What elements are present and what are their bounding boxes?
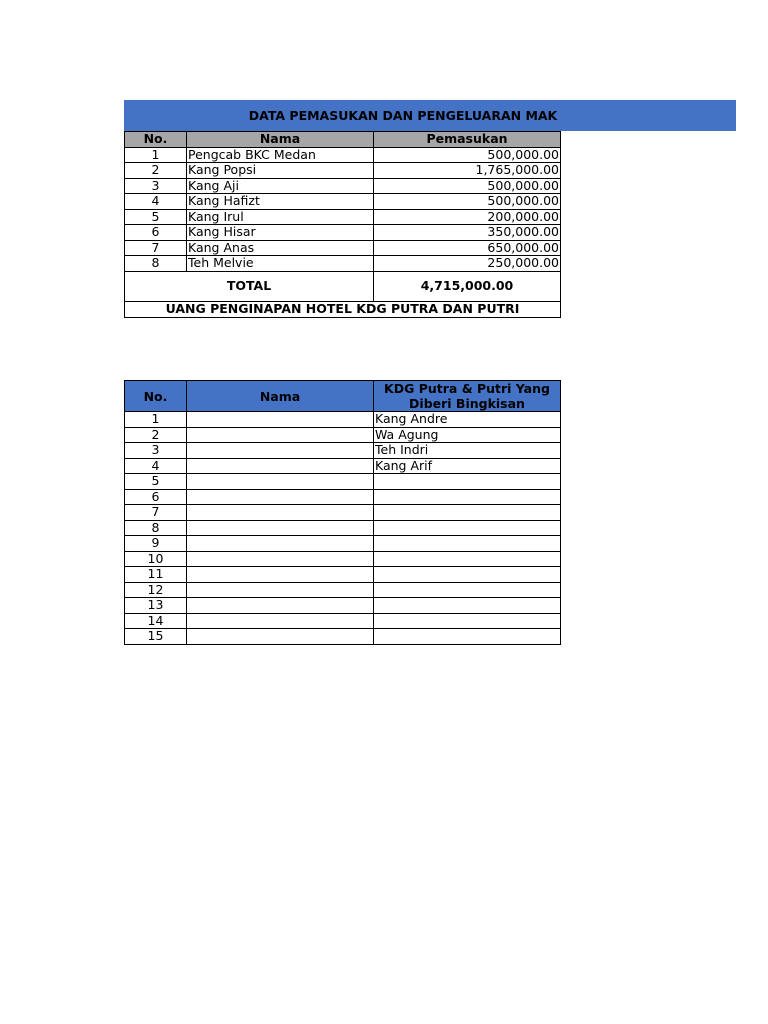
table-row [125, 598, 561, 614]
recipient-cell[interactable] [374, 536, 561, 552]
name-cell[interactable] [187, 520, 374, 536]
name-cell[interactable]: Kang Aji [187, 178, 374, 194]
row-number-cell[interactable]: 13 [125, 598, 187, 614]
name-cell[interactable] [187, 474, 374, 490]
gift-col-header-recipient: KDG Putra & Putri Yang Diberi Bingkisan [374, 381, 561, 412]
table-row [125, 163, 561, 179]
name-cell[interactable] [187, 582, 374, 598]
income-rows [125, 147, 561, 271]
row-number-cell[interactable]: 8 [125, 520, 187, 536]
recipient-cell[interactable] [374, 582, 561, 598]
row-number-cell[interactable]: 7 [125, 240, 187, 256]
income-cell[interactable]: 500,000.00 [374, 178, 561, 194]
name-cell[interactable] [187, 443, 374, 459]
recipient-cell[interactable] [374, 567, 561, 583]
name-cell[interactable] [187, 505, 374, 521]
row-number-cell[interactable]: 2 [125, 427, 187, 443]
name-cell[interactable]: Kang Popsi [187, 163, 374, 179]
row-number-cell[interactable]: 4 [125, 194, 187, 210]
income-cell[interactable]: 500,000.00 [374, 194, 561, 210]
row-number-cell[interactable]: 5 [125, 474, 187, 490]
recipient-cell[interactable] [374, 489, 561, 505]
recipient-cell[interactable] [374, 598, 561, 614]
income-cell[interactable]: 350,000.00 [374, 225, 561, 241]
gift-rows [125, 412, 561, 645]
table-row [125, 474, 561, 490]
row-number-cell[interactable]: 2 [125, 163, 187, 179]
row-number-cell[interactable]: 3 [125, 443, 187, 459]
row-number-cell[interactable]: 14 [125, 613, 187, 629]
table-row [125, 567, 561, 583]
table-row [125, 489, 561, 505]
recipient-cell[interactable]: Teh Indri [374, 443, 561, 459]
name-cell[interactable] [187, 613, 374, 629]
name-cell[interactable]: Kang Irul [187, 209, 374, 225]
total-label[interactable]: TOTAL [125, 271, 374, 301]
name-cell[interactable]: Kang Hafizt [187, 194, 374, 210]
recipient-cell[interactable] [374, 629, 561, 645]
row-number-cell[interactable]: 1 [125, 412, 187, 428]
name-cell[interactable] [187, 427, 374, 443]
table-row [125, 629, 561, 645]
name-cell[interactable]: Pengcab BKC Medan [187, 147, 374, 163]
row-number-cell[interactable]: 8 [125, 256, 187, 272]
recipient-cell[interactable] [374, 613, 561, 629]
recipient-cell[interactable] [374, 505, 561, 521]
row-number-cell[interactable]: 3 [125, 178, 187, 194]
recipient-cell[interactable]: Wa Agung [374, 427, 561, 443]
table-row [125, 240, 561, 256]
table-row [125, 225, 561, 241]
gift-col-header-name: Nama [187, 381, 374, 412]
table-row [125, 209, 561, 225]
table-row [125, 458, 561, 474]
recipient-cell[interactable] [374, 520, 561, 536]
recipient-cell[interactable] [374, 474, 561, 490]
table-row [125, 582, 561, 598]
row-number-cell[interactable]: 15 [125, 629, 187, 645]
income-cell[interactable]: 500,000.00 [374, 147, 561, 163]
table-row [125, 536, 561, 552]
table-row [125, 256, 561, 272]
footer-row [125, 301, 561, 317]
row-number-cell[interactable]: 11 [125, 567, 187, 583]
col-header-income: Pemasukan [374, 132, 561, 148]
name-cell[interactable]: Kang Anas [187, 240, 374, 256]
table-row [125, 427, 561, 443]
income-cell[interactable]: 650,000.00 [374, 240, 561, 256]
gift-header-row [125, 381, 561, 412]
table-row [125, 520, 561, 536]
table-row [125, 412, 561, 428]
name-cell[interactable] [187, 567, 374, 583]
table-row [125, 178, 561, 194]
total-row [125, 271, 561, 301]
row-number-cell[interactable]: 12 [125, 582, 187, 598]
row-number-cell[interactable]: 4 [125, 458, 187, 474]
table-row [125, 505, 561, 521]
row-number-cell[interactable]: 6 [125, 225, 187, 241]
page-title: DATA PEMASUKAN DAN PENGELUARAN MAK [248, 108, 558, 123]
col-header-name: Nama [187, 132, 374, 148]
row-number-cell[interactable]: 9 [125, 536, 187, 552]
table-row [125, 443, 561, 459]
income-cell[interactable]: 250,000.00 [374, 256, 561, 272]
table-row [125, 194, 561, 210]
name-cell[interactable]: Kang Hisar [187, 225, 374, 241]
row-number-cell[interactable]: 6 [125, 489, 187, 505]
income-header-row [125, 132, 561, 148]
income-table [124, 131, 561, 318]
name-cell[interactable] [187, 412, 374, 428]
row-number-cell[interactable]: 7 [125, 505, 187, 521]
name-cell[interactable] [187, 489, 374, 505]
table-row [125, 147, 561, 163]
name-cell[interactable] [187, 458, 374, 474]
income-cell[interactable]: 200,000.00 [374, 209, 561, 225]
recipient-cell[interactable] [374, 551, 561, 567]
row-number-cell[interactable]: 5 [125, 209, 187, 225]
row-number-cell[interactable]: 10 [125, 551, 187, 567]
name-cell[interactable] [187, 598, 374, 614]
name-cell[interactable] [187, 551, 374, 567]
row-number-cell[interactable]: 1 [125, 147, 187, 163]
name-cell[interactable] [187, 629, 374, 645]
col-header-no: No. [125, 132, 187, 148]
table-row [125, 551, 561, 567]
gift-table [124, 380, 561, 645]
name-cell[interactable]: Teh Melvie [187, 256, 374, 272]
name-cell[interactable] [187, 536, 374, 552]
gift-col-header-no: No. [125, 381, 187, 412]
recipient-cell[interactable]: Kang Arif [374, 458, 561, 474]
total-value[interactable]: 4,715,000.00 [374, 271, 561, 301]
footer-note[interactable]: UANG PENGINAPAN HOTEL KDG PUTRA DAN PUTRI [125, 301, 561, 317]
recipient-cell[interactable]: Kang Andre [374, 412, 561, 428]
income-cell[interactable]: 1,765,000.00 [374, 163, 561, 179]
table-row [125, 613, 561, 629]
